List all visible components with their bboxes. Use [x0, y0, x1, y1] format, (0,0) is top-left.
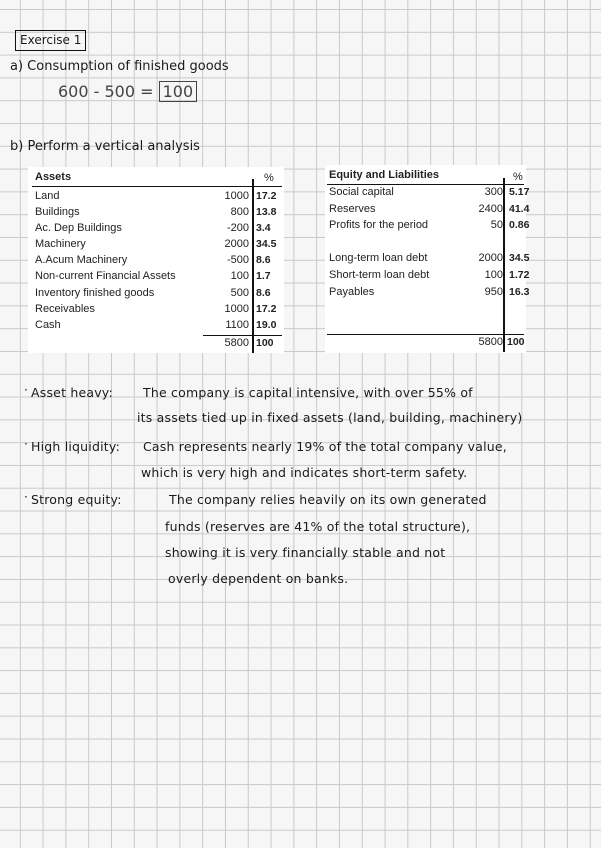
row-label: Payables: [329, 286, 375, 298]
note-strong-equity-line: showing it is very financially stable and not: [165, 545, 446, 560]
row-value: 2000: [224, 238, 249, 250]
assets-total-pct: 100: [256, 337, 274, 349]
assets-table: [28, 167, 284, 353]
part-a-calculation: [58, 82, 197, 101]
row-value: 2000: [478, 252, 503, 264]
calc-result: 100: [159, 81, 198, 102]
row-percentage: 34.5: [256, 238, 277, 250]
row-percentage: 1.7: [256, 270, 271, 282]
row-value: 500: [230, 287, 249, 299]
row-percentage: 5.17: [509, 186, 530, 198]
note-strong-equity-line: overly dependent on banks.: [168, 571, 349, 586]
row-value: -500: [226, 254, 249, 266]
row-value: 1000: [224, 190, 249, 202]
row-percentage: 8.6: [256, 254, 271, 266]
note-strong-equity-label: Strong equity:: [31, 492, 122, 507]
row-percentage: 17.2: [256, 303, 277, 315]
calc-expression: 600 - 500 =: [58, 82, 154, 101]
row-label: Ac. Dep Buildings: [35, 222, 122, 234]
equity-pct-header: %: [513, 171, 523, 183]
table-row: [28, 220, 284, 236]
table-row: [28, 285, 284, 301]
row-label: Land: [35, 190, 60, 202]
row-percentage: 1.72: [509, 269, 530, 281]
part-a-heading: a) Consumption of finished goods: [10, 59, 229, 74]
row-value: 2400: [478, 203, 503, 215]
note-high-liquidity-line: which is very high and indicates short-term safety.: [141, 465, 468, 480]
row-value: 1000: [224, 303, 249, 315]
exercise-title: Exercise 1: [15, 30, 86, 51]
row-label: Short-term loan debt: [329, 269, 430, 281]
table-row: [28, 236, 284, 252]
row-label: Long-term loan debt: [329, 252, 428, 264]
table-row: [28, 268, 284, 284]
row-percentage: 3.4: [256, 222, 271, 234]
row-label: Cash: [35, 319, 61, 331]
note-high-liquidity-line: Cash represents nearly 19% of the total company value,: [143, 439, 507, 454]
table-row: [325, 184, 530, 200]
row-percentage: 16.3: [509, 286, 530, 298]
assets-total-value: 5800: [224, 337, 249, 349]
table-row: [325, 217, 530, 233]
equity-total-row: [325, 335, 526, 349]
note-bullet: ·: [24, 383, 28, 397]
row-label: Receivables: [35, 303, 95, 315]
row-label: A.Acum Machinery: [35, 254, 128, 266]
row-label: Reserves: [329, 203, 376, 215]
row-value: 800: [230, 206, 249, 218]
row-percentage: 34.5: [509, 252, 530, 264]
equity-liabilities-table: [325, 165, 530, 353]
row-value: 50: [490, 219, 503, 231]
table-row: [28, 252, 284, 268]
row-percentage: 41.4: [509, 203, 530, 215]
note-strong-equity-line: The company relies heavily on its own generated: [169, 492, 487, 507]
row-percentage: 17.2: [256, 190, 277, 202]
note-asset-heavy-line: its assets tied up in fixed assets (land, building, machinery): [137, 410, 523, 425]
row-percentage: 0.86: [509, 219, 530, 231]
row-value: 1100: [225, 319, 249, 331]
row-value: -200: [226, 222, 249, 234]
assets-header: Assets: [35, 171, 72, 183]
row-label: Machinery: [35, 238, 86, 250]
row-label: Social capital: [329, 186, 394, 198]
table-row: [325, 250, 530, 266]
note-high-liquidity-label: High liquidity:: [31, 439, 120, 454]
row-value: 100: [484, 269, 503, 281]
part-b-heading: b) Perform a vertical analysis: [10, 139, 200, 154]
table-row: [325, 284, 530, 300]
note-asset-heavy-label: Asset heavy:: [31, 385, 113, 400]
row-percentage: 13.8: [256, 206, 277, 218]
table-row: [28, 317, 284, 333]
row-label: Non-current Financial Assets: [35, 270, 176, 282]
row-label: Buildings: [35, 206, 80, 218]
equity-total-pct: 100: [507, 336, 525, 348]
row-value: 100: [230, 270, 249, 282]
equity-header: Equity and Liabilities: [329, 169, 440, 181]
row-value: 300: [484, 186, 503, 198]
note-bullet: ·: [24, 437, 28, 451]
row-label: Profits for the period: [329, 219, 429, 231]
assets-total-row: [28, 336, 284, 350]
equity-total-value: 5800: [478, 336, 503, 348]
row-label: Inventory finished goods: [35, 287, 155, 299]
table-row: [28, 301, 284, 317]
note-strong-equity-line: funds (reserves are 41% of the total structure),: [165, 519, 471, 534]
row-percentage: 19.0: [256, 319, 277, 331]
table-row: [28, 188, 284, 204]
table-row: [28, 204, 284, 220]
row-percentage: 8.6: [256, 287, 271, 299]
row-value: 950: [484, 286, 503, 298]
table-row: [325, 267, 530, 283]
note-bullet: ·: [24, 490, 28, 504]
table-row: [325, 201, 530, 217]
note-asset-heavy-line: The company is capital intensive, with over 55% of: [143, 385, 473, 400]
assets-pct-header: %: [264, 172, 274, 184]
